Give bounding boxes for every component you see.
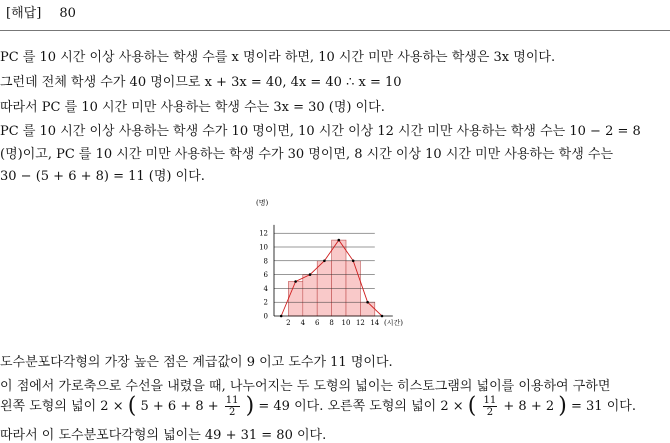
paren-close: ) [558,393,567,419]
answer-value: 80 [59,6,76,21]
fraction-denominator: 2 [486,407,494,418]
fraction-denominator: 2 [228,407,236,418]
x-tick-label: 14 [370,319,380,327]
y-tick-label: 10 [259,243,268,252]
histogram-bar [303,275,317,316]
answer-label: [해답] [6,6,42,21]
fraction [225,395,240,418]
eq-left-prefix: 왼쪽 도형의 넓이 2 × [0,399,124,414]
paren-open: ( [467,393,477,419]
line-3: 따라서 PC 를 10 시간 미만 사용하는 학생 수는 3x = 30 (명) 이다. [0,100,385,115]
x-tick-label: 6 [314,319,320,327]
fraction [483,395,498,418]
line-4: PC 를 10 시간 이상 사용하는 학생 수가 10 명이면, 10 시간 이상 12 시간 미만 사용하는 학생 수는 10 − 2 = 8 [0,124,641,139]
x-axis-label: (시간) [384,319,404,327]
polygon-point [323,260,326,263]
x-tick-label: 12 [355,319,365,327]
line-7: 도수분포다각형의 가장 높은 점은 계급값이 9 이고 도수가 11 명이다. [0,355,393,370]
x-tick-label: 2 [286,319,291,327]
eq-left-after: = 49 이다. 오른쪽 도형의 넓이 2 × [258,399,464,414]
x-tick-label: 10 [341,319,351,327]
histogram-bar [288,282,302,317]
divider [0,30,670,31]
polygon-point [352,260,355,263]
y-tick-label: 6 [263,271,268,280]
line-2: 그런데 전체 학생 수가 40 명이므로 x + 3x = 40, 4x = 40 ∴ x = 10 [0,75,402,90]
x-tick-label: 4 [300,319,306,327]
y-tick-label: 12 [259,229,268,238]
paren-open: ( [127,393,137,419]
polygon-point [280,315,283,318]
line-8: 이 점에서 가로축으로 수선을 내렸을 때, 나누어지는 두 도형의 넓이는 히스토그램의 넓이를 이용하여 구하면 [0,379,611,394]
polygon-point [381,315,384,318]
histogram-bar [332,240,346,316]
eq-right-inner: + 8 + 2 [503,399,555,414]
polygon-point [294,280,297,283]
eq-right-after: = 31 이다. [571,399,636,414]
paren-close: ) [245,393,255,419]
polygon-point [309,273,312,276]
area-equation-line [0,395,636,418]
line-9: 따라서 이 도수분포다각형의 넓이는 49 + 31 = 80 이다. [0,428,327,443]
line-5: (명)이고, PC 를 10 시간 미만 사용하는 학생 수가 30 명이면, 8 시간 이상 10 시간 미만 사용하는 학생 수는 [0,147,614,162]
fraction-numerator: 11 [225,395,239,406]
x-tick-label: 8 [329,319,334,327]
y-axis-label: (명) [256,199,269,207]
eq-left-inner: 5 + 6 + 8 + [140,399,219,414]
y-tick-label: 2 [263,298,268,307]
histogram-bar [360,302,374,316]
line-1: PC 를 10 시간 이상 사용하는 학생 수를 x 명이라 하면, 10 시간 미만 사용하는 학생은 3x 명이다. [0,50,556,65]
y-tick-label: 8 [263,257,268,266]
origin-label: 0 [263,312,268,321]
polygon-point [338,239,341,242]
answer-header [6,2,76,21]
histogram-chart [252,195,422,335]
y-tick-label: 4 [263,284,268,293]
polygon-point [366,301,369,304]
fraction-numerator: 11 [483,395,497,406]
line-6: 30 − (5 + 6 + 8) = 11 (명) 이다. [0,169,205,184]
